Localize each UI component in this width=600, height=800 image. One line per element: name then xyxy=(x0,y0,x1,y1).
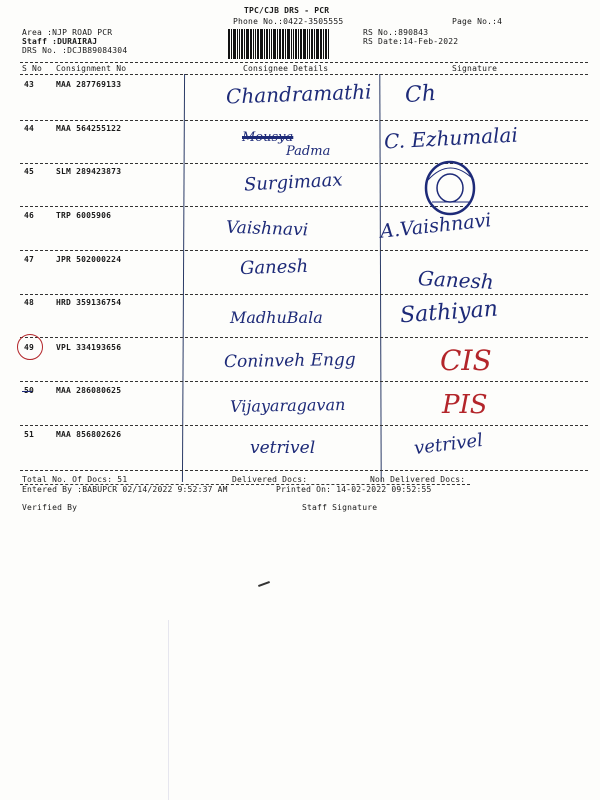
row-divider xyxy=(20,163,588,164)
row-divider xyxy=(20,470,588,471)
signature: CIS xyxy=(440,344,492,377)
col-consignment: Consignment No xyxy=(56,64,127,73)
page-number: Page No.:4 xyxy=(452,17,503,26)
consignee-name: vetrivel xyxy=(250,438,316,458)
highlight-circle xyxy=(17,334,43,360)
scan-fold-line xyxy=(168,620,169,800)
consignee-name: Padma xyxy=(286,144,331,159)
row-divider xyxy=(20,381,588,382)
row-sno: 45 xyxy=(24,167,35,176)
row-sno: 43 xyxy=(24,80,35,89)
doc-title: TPC/CJB DRS - PCR xyxy=(244,6,330,15)
consignee-name: Chandramathi xyxy=(225,79,372,109)
row-consignment: SLM 289423873 xyxy=(56,167,122,176)
column-line-left xyxy=(182,74,185,482)
scan-mark xyxy=(258,581,270,587)
rs-date: RS Date:14-Feb-2022 xyxy=(363,37,459,46)
row-consignment: VPL 334193656 xyxy=(56,343,122,352)
row-sno: 48 xyxy=(24,298,35,307)
verified-by: Verified By xyxy=(22,503,78,512)
consignee-name: Coninveh Engg xyxy=(223,349,356,373)
printed-on: Printed On: 14-02-2022 09:52:55 xyxy=(276,485,432,494)
row-sno: 47 xyxy=(24,255,35,264)
consignee-name: Ganesh xyxy=(239,255,309,280)
row-sno: 49 xyxy=(24,343,35,352)
col-consignee: Consignee Details xyxy=(243,64,329,73)
row-divider xyxy=(20,250,588,251)
row-divider xyxy=(20,337,588,338)
staff-label: Staff :DURAIRAJ xyxy=(22,37,98,46)
row-consignment: MAA 856802626 xyxy=(56,430,122,439)
area-label: Area :NJP ROAD PCR xyxy=(22,28,113,37)
consignee-name: Surgimaax xyxy=(243,169,343,196)
row-sno: 44 xyxy=(24,124,35,133)
col-sno: S No xyxy=(22,64,43,73)
row-sno: 46 xyxy=(24,211,35,220)
row-sno: 50 xyxy=(24,386,35,395)
non-delivered-docs: Non Delivered Docs: xyxy=(370,475,466,484)
signature: Ch xyxy=(404,80,437,109)
rs-number: RS No.:890843 xyxy=(363,28,429,37)
row-consignment: MAA 564255122 xyxy=(56,124,122,133)
signature: Ganesh xyxy=(417,266,495,294)
signature: C. Ezhumalai xyxy=(383,122,519,154)
consignee-name: Vijayaragavan xyxy=(229,394,346,417)
phone-number: Phone No.:0422-3505555 xyxy=(233,17,344,26)
row-divider xyxy=(20,294,588,295)
row-divider xyxy=(20,120,588,121)
consignee-name: Vaishnavi xyxy=(225,217,309,241)
row-consignment: MAA 286080625 xyxy=(56,386,122,395)
header-divider-top xyxy=(20,62,588,63)
strike-mark xyxy=(22,391,32,392)
entered-by: Entered By :BABUPCR 02/14/2022 9:52:37 AM xyxy=(22,485,228,494)
signature: PIS xyxy=(442,390,488,420)
struck-name: Mousya xyxy=(242,130,294,145)
row-consignment: JPR 502000224 xyxy=(56,255,122,264)
row-consignment: TRP 6005906 xyxy=(56,211,112,220)
column-line-right xyxy=(379,74,381,482)
staff-signature: Staff Signature xyxy=(302,503,378,512)
row-divider xyxy=(20,425,588,426)
signature: A.Vaishnavi xyxy=(379,209,493,243)
consignee-name: MadhuBala xyxy=(230,308,323,327)
row-divider xyxy=(20,206,588,207)
row-consignment: HRD 359136754 xyxy=(56,298,122,307)
col-signature: Signature xyxy=(452,64,498,73)
row-consignment: MAA 287769133 xyxy=(56,80,122,89)
header-divider-bottom xyxy=(20,74,588,75)
signature: Sathiyan xyxy=(399,296,499,329)
delivered-docs: Delivered Docs: xyxy=(232,475,308,484)
row-sno: 51 xyxy=(24,430,35,439)
signature: vetrivel xyxy=(412,429,485,460)
drs-number: DRS No. :DCJB89084304 xyxy=(22,46,128,55)
total-docs: Total No. Of Docs: 51 xyxy=(22,475,128,484)
barcode xyxy=(228,29,353,59)
